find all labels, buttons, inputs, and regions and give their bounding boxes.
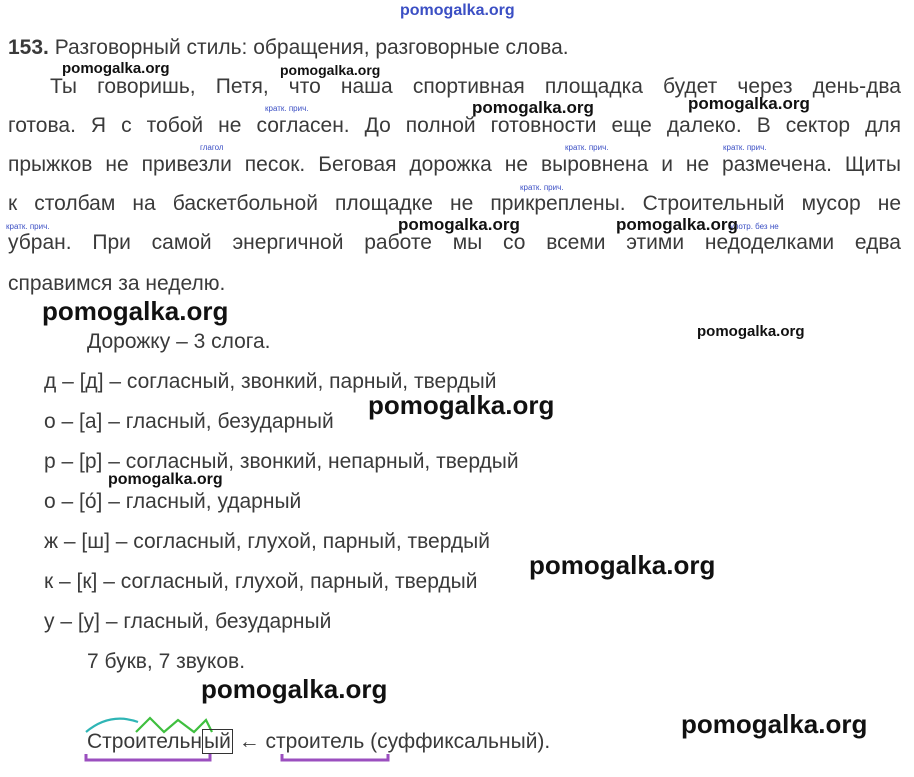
paragraph-line-4: к столбам на баскетбольной площадке не прикреплены. Строительный мусор не — [8, 192, 901, 215]
phonetic-letter-row: ж – [ш] – согласный, глухой, парный, твердый — [44, 530, 491, 553]
top-watermark: pomogalka.org — [400, 2, 515, 19]
annotation-kratk-prich: кратк. прич. — [723, 143, 767, 152]
paragraph-line-5: убран. При самой энергичной работе мы со всеми этими недоделками едва — [8, 231, 901, 254]
watermark: pomogalka.org — [681, 709, 868, 739]
paragraph-line-1: Ты говоришь, Петя, что наша спортивная площадка будет через день-два — [50, 75, 901, 98]
annotation-kratk-prich: кратк. прич. — [520, 183, 564, 192]
watermark: pomogalka.org — [368, 390, 555, 420]
phonetic-word: Дорожку – 3 слога. — [87, 330, 271, 353]
paragraph-line-6: справимся за неделю. — [8, 272, 226, 295]
paragraph-line-3: прыжков не привезли песок. Беговая дорожка не выровнена и не размечена. Щиты — [8, 153, 901, 176]
derivation-arrow: ← — [238, 730, 260, 753]
word-ending: ый — [204, 730, 231, 753]
annotation-glagol: глагол — [200, 143, 224, 152]
watermark: pomogalka.org — [280, 62, 381, 78]
annotation-kratk-prich: кратк. прич. — [265, 104, 309, 113]
annotation-kratk-prich: кратк. прич. — [6, 222, 50, 231]
annotation-kratk-prich: кратк. прич. — [565, 143, 609, 152]
watermark: pomogalka.org — [42, 296, 229, 326]
watermark: pomogalka.org — [62, 60, 170, 77]
source-word: строитель — [265, 730, 365, 753]
phonetic-summary: 7 букв, 7 звуков. — [87, 650, 246, 673]
watermark: pomogalka.org — [616, 215, 738, 234]
watermark: pomogalka.org — [688, 94, 810, 113]
formation-method: (суффиксальный). — [370, 730, 551, 753]
base-bracket — [282, 754, 388, 760]
phonetic-letter-row: у – [у] – гласный, безударный — [44, 610, 332, 633]
phonetic-letter-row: р – [р] – согласный, звонкий, непарный, твердый — [44, 450, 519, 473]
watermark: pomogalka.org — [108, 471, 223, 488]
morphemic-analysis — [87, 730, 550, 754]
annotation-upotr-bez-ne: употр. без не — [730, 222, 779, 231]
phonetic-letter-row: о – [а] – гласный, безударный — [44, 410, 334, 433]
watermark: pomogalka.org — [398, 215, 520, 234]
watermark: pomogalka.org — [472, 98, 594, 117]
watermark: pomogalka.org — [201, 674, 388, 704]
paragraph-line-2: готова. Я с тобой не согласен. До полной готовности еще далеко. В сектор для — [8, 114, 901, 137]
phonetic-letter-row: к – [к] – согласный, глухой, парный, твердый — [44, 570, 478, 593]
task-title: Разговорный стиль: обращения, разговорные слова. — [54, 36, 569, 59]
task-number: 153. — [8, 36, 49, 59]
watermark: pomogalka.org — [697, 323, 805, 340]
word-stem: Строительн — [87, 730, 203, 753]
phonetic-letter-row: о – [о́] – гласный, ударный — [44, 490, 302, 513]
base-bracket — [86, 754, 210, 760]
phonetic-letter-row: д – [д] – согласный, звонкий, парный, твердый — [44, 370, 497, 393]
watermark: pomogalka.org — [529, 550, 716, 580]
